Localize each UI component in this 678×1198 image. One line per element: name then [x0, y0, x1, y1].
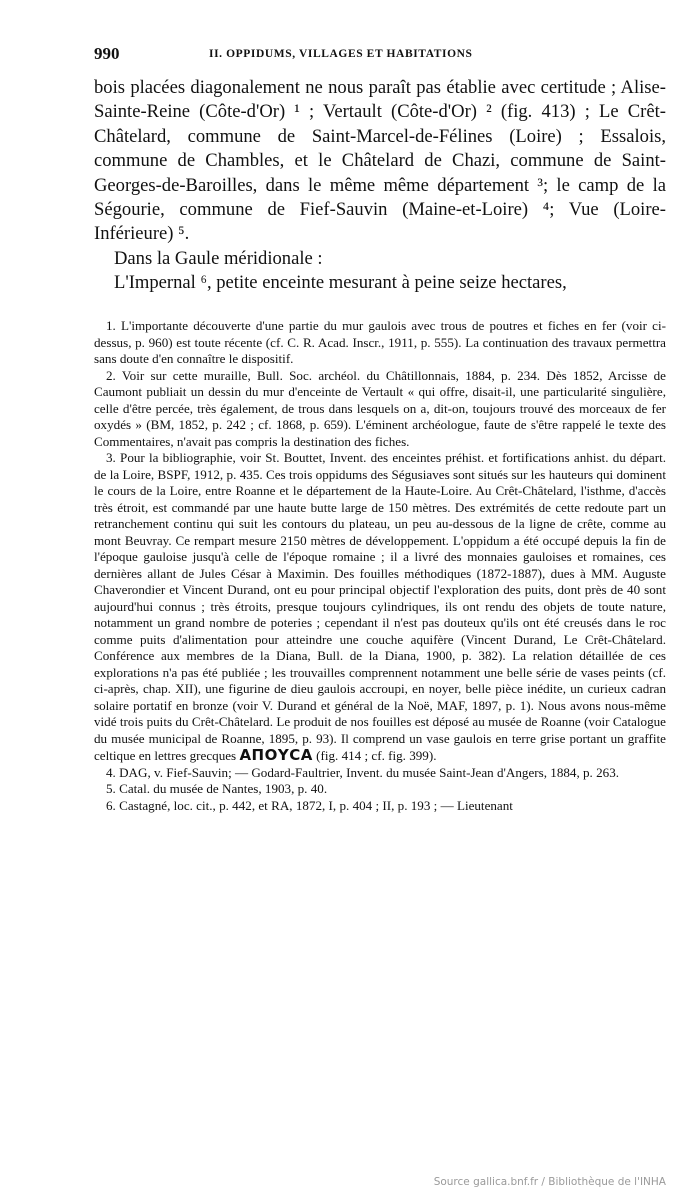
footnote-4: 4. DAG, v. Fief-Sauvin; — Godard-Faultrier, Invent. du musée Saint-Jean d'Angers, 1884, p. 263.: [106, 764, 620, 780]
greek-graffito: ΑΠΟΥCΑ: [239, 746, 313, 764]
paragraph-continuation: bois placées diagonalement ne nous paraît pas établie avec certitude ; Alise-Sainte-Reine (Côte-d'Or) ¹ ; Vertault (Côte-d'Or) ² (fig. 413) ; Le Crêt-Châtelard, commune de Saint-Marcel-de-Félines (Loire) ; Essalois, commune de Chambles, et le Châtelard de Chazi, commune de Saint-Georges-de-Baroilles, dans le même même département ³; le camp de la Ségourie, commune de Fief-Sauvin (Maine-et-Loire) ⁴; Vue (Loire-Inférieure) ⁵.: [94, 77, 666, 245]
footnote-3-text: 3. Pour la bibliographie, voir St. Bouttet, Invent. des enceintes préhist. et fortifications anhist. du départ. de la Loire, BSPF, 1912, p. 435. Ces trois oppidums des Ségusiaves sont situés sur les hauteurs qui dominent le cours de la Loire, entre Roanne et le département de la Haute-Loire. Au Crêt-Châtelard, l'isthme, d'accès très étroit, est commandé par une haute butte large de 150 mètres. Des extrémités de cette redoute part un retranchement continu qui suit les contours du plateau, un peu au-dessous de la ligne de crête, comme au mont Beuvray. Ce rempart mesure 2150 mètres de développement. L'oppidum a été occupé depuis la fin de l'époque gauloise jusqu'à celle de l'époque romaine ; il a livré des monnaies gauloises et romaines, ces dernières allant de Jules César à Maximin. Des fouilles méthodiques (1872-1887), dues à MM. Auguste Chaverondier et Vincent Durand, ont eu pour principal objectif l'exploration des puits, dont près de 40 sont aujourd'hui connus ; très étroits, presque toujours cylindriques, ils ont rendu des objets de toute nature, notamment un grand nombre de poteries ; cependant il n'est pas douteux qu'ils ont été creusés dans le roc comme puits d'alimentation pour atteindre une couche aquifère (Vincent Durand, Le Crêt-Châtelard. Conférence aux membres de la Diana, Bull. de la Diana, 1900, p. 382). La relation détaillée de ces explorations n'a pas été publiée ; les trouvailles comprennent notamment une belle série de vases peints (cf. ci-après, chap. XII), une figurine de dieu gaulois accroupi, en noyer, belle pièce inédite, un curieux cadran solaire portatif en bronze (voir V. Durand et général de la Noë, MAF, 1897, p. 1). Nous avons nous-même vidé trois puits du Crêt-Châtelard. Le produit de nos fouilles est déposé au musée de Roanne (voir Catalogue du musée municipal de Roanne, 1895, p. 93). Il comprend un vase gaulois en terre grise portant un graffite celtique en lettres grecques: [94, 450, 666, 763]
body-text: [94, 76, 666, 296]
paragraph-impernal: L'Impernal ⁶, petite enceinte mesurant à peine seize hectares,: [114, 272, 567, 294]
source-credit: Source gallica.bnf.fr / Bibliothèque de l'INHA: [433, 1176, 666, 1188]
page-header: [94, 44, 660, 64]
footnotes: [94, 318, 666, 814]
page-number: 990: [94, 44, 120, 63]
footnote-5: 5. Catal. du musée de Nantes, 1903, p. 40.: [106, 781, 328, 796]
footnote-1: 1. L'importante découverte d'une partie du mur gaulois avec trous de poutres et fiches en fer (voir ci-dessus, p. 960) est toute récente (cf. C. R. Acad. Inscr., 1911, p. 555). La continuation des travaux permettra sans doute d'en connaître le dispositif.: [94, 318, 666, 366]
footnote-3: [94, 450, 666, 765]
running-title: II. OPPIDUMS, VILLAGES ET HABITATIONS: [209, 48, 473, 60]
footnote-6: 6. Castagné, loc. cit., p. 442, et RA, 1872, I, p. 404 ; II, p. 193 ; — Lieutenant: [106, 797, 513, 813]
paragraph-gaule-meridionale: Dans la Gaule méridionale :: [114, 247, 323, 269]
footnote-2: 2. Voir sur cette muraille, Bull. Soc. archéol. du Châtillonnais, 1884, p. 234. Dès 1852, Arcisse de Caumont publiait un dessin du mur d'enceinte de Vertault « qui offre, disait-il, une particularité singulière, celle d'être percée, très également, de trous dans lesquels on a, dit-on, toujours trouvé des morceaux de fer oxydés » (BM, 1852, p. 242 ; cf. 1868, p. 659). L'éminent archéologue, faute de s'être rappelé le texte des Commentaires, n'avait pas compris la destination des fiches.: [94, 367, 666, 449]
footnote-3-tail: (fig. 414 ; cf. fig. 399).: [316, 748, 437, 763]
